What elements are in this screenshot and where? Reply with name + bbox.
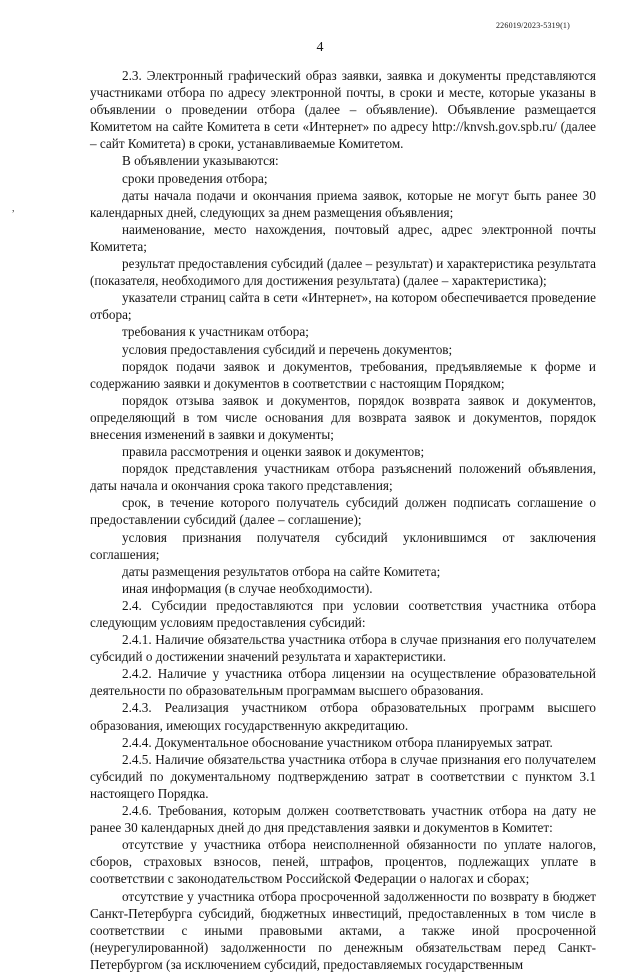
paragraph: порядок представления участникам отбора разъяснений положений объявления, даты начала и окончания срока такого представления; (90, 461, 596, 494)
paragraph: отсутствие у участника отбора просроченной задолженности по возврату в бюджет Санкт-Петербурга субсидий, бюджетных инвестиций, предоставленных в том числе в соответствии с иными правовыми актами, а также иной просроченной (неурегулированной) задолженности по денежным обязательствам перед Санкт-Петербургом (за исключением субсидий, предоставляемых государственным (90, 888, 596, 972)
paragraph: правила рассмотрения и оценки заявок и документов; (122, 444, 425, 460)
paragraph: условия признания получателя субсидий уклонившимся от заключения соглашения; (90, 529, 596, 562)
paragraph: порядок отзыва заявок и документов, порядок возврата заявок и документов, определяющий в том числе основания для возврата заявок и документов, порядок внесения изменений в заявки и документы; (90, 392, 596, 442)
paragraph: условия предоставления субсидий и перечень документов; (122, 341, 453, 357)
document-id: 226019/2023-5319(1) (495, 21, 570, 30)
paragraph: 2.4.1. Наличие обязательства участника отбора в случае признания его получателем субсидий о достижении значений результата и характеристики. (90, 632, 596, 665)
paragraph: указатели страниц сайта в сети «Интернет», на котором обеспечивается проведение отбора; (90, 290, 596, 323)
paragraph: 2.4.5. Наличие обязательства участника отбора в случае признания его получателем субсидий по документальному подтверждению затрат в соответствии с пунктом 3.1 настоящего Порядка. (90, 751, 596, 801)
paragraph: В объявлении указываются: (122, 153, 279, 169)
paragraph: 2.4.4. Документальное обоснование участником отбора планируемых затрат. (122, 734, 553, 750)
paragraph: 2.4. Субсидии предоставляются при условии соответствия участника отбора следующим условиям предоставления субсидий: (90, 597, 596, 630)
paragraph: отсутствие у участника отбора неисполненной обязанности по уплате налогов, сборов, страховых взносов, пеней, штрафов, процентов, подлежащих уплате в соответствии с законодательством Российской Федерации о налогах и сборах; (90, 837, 596, 887)
paragraph: порядок подачи заявок и документов, требования, предъявляемые к форме и содержанию заявки и документов в соответствии с настоящим Порядком; (90, 358, 596, 391)
paragraph: 2.4.3. Реализация участником отбора образовательных программ высшего образования, имеющих государственную аккредитацию. (90, 700, 596, 733)
paragraph: сроки проведения отбора; (122, 170, 268, 186)
paragraph: наименование, место нахождения, почтовый адрес, адрес электронной почты Комитета; (90, 221, 596, 254)
margin-mark: , (12, 203, 15, 214)
page-number: 4 (316, 40, 324, 55)
paragraph: результат предоставления субсидий (далее – результат) и характеристика результата (показателя, необходимого для достижения результата) (далее – характеристика); (90, 256, 596, 289)
paragraph: срок, в течение которого получатель субсидий должен подписать соглашение о предоставлении субсидий (далее – соглашение); (90, 495, 596, 528)
paragraph: 2.4.6. Требования, которым должен соответствовать участник отбора на дату не ранее 30 календарных дней до дня представления заявки и документов в Комитет: (90, 803, 596, 836)
paragraph: 2.3. Электронный графический образ заявки, заявка и документы представляются участниками отбора по адресу электронной почты, в сроки и месте, которые указаны в объявлении о проведении отбора (далее – объявление). Объявление размещается Комитетом на сайте Комитета в сети «Интернет» по адресу http://knvsh.gov.spb.ru/ (далее – сайт Комитета) в сроки, устанавливаемые Комитетом. (90, 68, 596, 152)
paragraph: 2.4.2. Наличие у участника отбора лицензии на осуществление образовательной деятельности по образовательным программам высшего образования. (90, 666, 596, 699)
paragraph: требования к участникам отбора; (122, 324, 309, 340)
paragraph: даты начала подачи и окончания приема заявок, которые не могут быть ранее 30 календарных дней, следующих за днем размещения объявления; (90, 187, 596, 220)
paragraph: даты размещения результатов отбора на сайте Комитета; (122, 563, 441, 579)
paragraph: иная информация (в случае необходимости). (122, 580, 373, 596)
document-body (90, 67, 596, 973)
